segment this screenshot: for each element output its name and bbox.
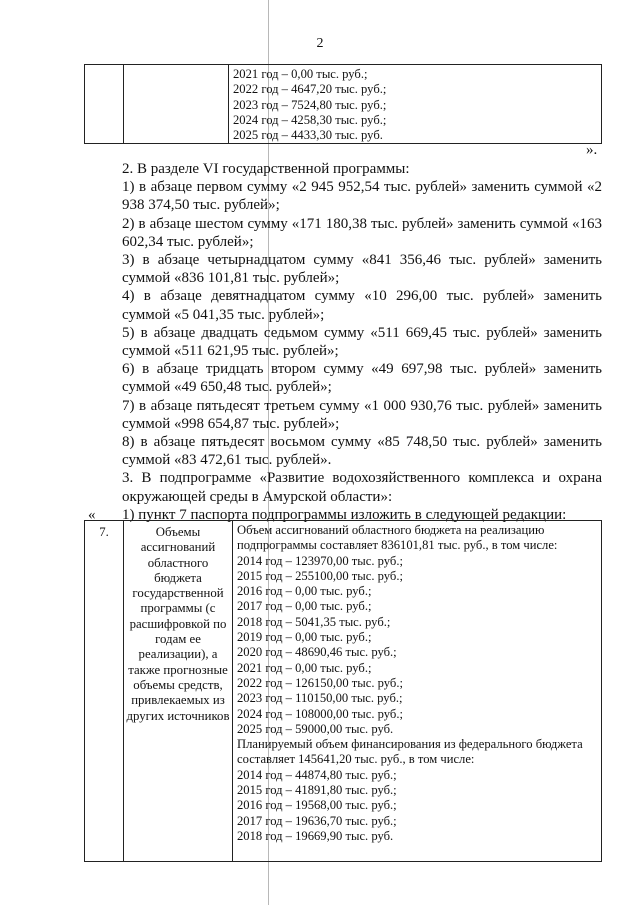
table-cell-empty [124,65,229,144]
year-line: 2016 год – 0,00 тыс. руб.; [237,584,372,599]
amendment-item: 8) в абзаце пятьдесят восьмом сумму «85 748,50 тыс. рублей» заменить суммой «83 472,61 тыс. рублей». [122,434,602,469]
year-line: 2017 год – 0,00 тыс. руб.; [237,599,372,614]
item-description: Объемы ассигнований областного бюджета государственной программы (с расшифровкой по годам ее реализации), а также прогнозные объемы средств, привлекаемых из других источников [124,521,233,862]
amendment-item: 2) в абзаце шестом сумму «171 180,38 тыс. рублей» заменить суммой «163 602,34 тыс. рублей»; [122,215,602,250]
year-line: 2019 год – 0,00 тыс. руб.; [237,630,372,645]
year-line: 2016 год – 19568,00 тыс. руб.; [237,798,397,813]
closing-quote: ». [586,142,598,158]
amendment-item: 7) в абзаце пятьдесят третьем сумму «1 000 930,76 тыс. рублей» заменить суммой «998 654,87 тыс. рублей»; [122,397,602,432]
amendment-item: 6) в абзаце тридцать втором сумму «49 697,98 тыс. рублей» заменить суммой «49 650,48 тыс. рублей»; [122,361,602,396]
year-line: 2015 год – 41891,80 тыс. руб.; [237,783,397,798]
year-line: 2023 год – 110150,00 тыс. руб.; [237,691,403,706]
year-line: 2014 год – 123970,00 тыс. руб.; [237,553,403,568]
section-heading: 2. В разделе VI государственной программы: [122,161,410,177]
amendment-item: 5) в абзаце двадцать седьмом сумму «511 669,45 тыс. рублей» заменить суммой «511 621,95 тыс. рублей»; [122,324,602,360]
year-line: 2025 год – 59000,00 тыс. руб. [237,721,394,736]
opening-quote: « [88,507,96,523]
amendment-item: 1) пункт 7 паспорта подпрограммы изложить в следующей редакции: [122,506,567,523]
section-2 [88,160,602,524]
year-amounts-cell [229,65,602,144]
year-line: 2018 год – 19669,90 тыс. руб. [237,828,394,843]
passport-table [84,520,602,862]
year-line: 2023 год – 7524,80 тыс. руб.; [233,97,387,112]
item-number: 7. [85,521,124,862]
amendment-item: 1) в абзаце первом сумму «2 945 952,54 тыс. рублей» заменить суммой «2 938 374,50 тыс. рублей»; [122,179,602,214]
year-line: 2020 год – 48690,46 тыс. руб.; [237,645,397,660]
year-line: 2015 год – 255100,00 тыс. руб.; [237,568,403,583]
table-cell-empty [85,65,124,144]
amendment-item: 3) в абзаце четырнадцатом сумму «841 356,46 тыс. рублей» заменить суммой «836 101,81 тыс. рублей»; [122,252,602,287]
year-line: 2024 год – 108000,00 тыс. руб.; [237,706,403,721]
amendment-item: 4) в абзаце девятнадцатом сумму «10 296,00 тыс. рублей» заменить суммой «5 041,35 тыс. рублей»; [122,288,602,323]
budget-table-continued [84,64,602,144]
regional-intro: Объем ассигнований областного бюджета на реализацию подпрограммы составляет 836101,81 тыс. руб., в том числе: [237,523,558,553]
year-line: 2022 год – 4647,20 тыс. руб.; [233,82,387,97]
section-heading: 3. В подпрограмме «Развитие водохозяйственного комплекса и охрана окружающей среды в Амурской области»: [122,470,602,505]
funding-details-cell [233,521,602,862]
year-line: 2018 год – 5041,35 тыс. руб.; [237,614,391,629]
federal-intro: Планируемый объем финансирования из федерального бюджета составляет 145641,20 тыс. руб., в том числе: [237,737,583,767]
year-line: 2024 год – 4258,30 тыс. руб.; [233,112,387,127]
year-line: 2021 год – 0,00 тыс. руб.; [233,67,368,81]
page-number: 2 [316,36,324,51]
year-line: 2021 год – 0,00 тыс. руб.; [237,660,372,675]
year-line: 2017 год – 19636,70 тыс. руб.; [237,813,397,828]
year-line: 2025 год – 4433,30 тыс. руб. [233,128,383,143]
year-line: 2014 год – 44874,80 тыс. руб.; [237,767,397,782]
year-line: 2022 год – 126150,00 тыс. руб.; [237,675,403,690]
